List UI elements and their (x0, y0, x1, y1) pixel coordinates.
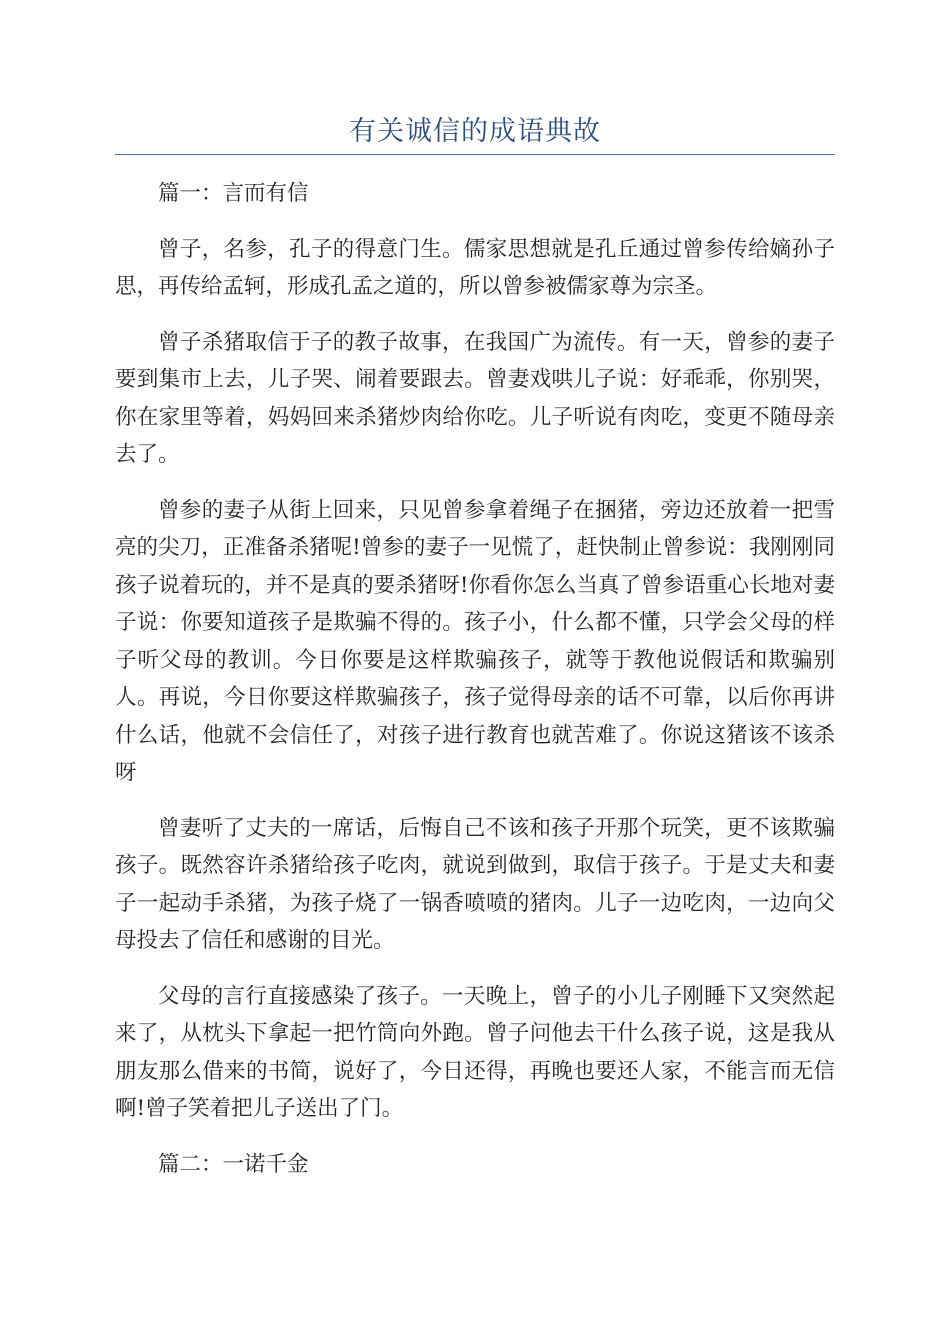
document-body (115, 175, 835, 1201)
document-title: 有关诚信的成语典故 (349, 116, 601, 147)
paragraph: 曾子，名参，孔子的得意门生。儒家思想就是孔丘通过曾参传给嫡孙子思，再传给孟轲，形成孔孟之道的，所以曾参被儒家尊为宗圣。 (115, 236, 835, 299)
paragraph: 父母的言行直接感染了孩子。一天晚上，曾子的小儿子刚睡下又突然起来了，从枕头下拿起一把竹筒向外跑。曾子问他去干什么孩子说，这是我从朋友那么借来的书简，说好了，今日还得，再晚也要还人家，不能言而无信啊!曾子笑着把儿子送出了门。 (115, 983, 835, 1121)
paragraph: 曾妻听了丈夫的一席话，后悔自己不该和孩子开那个玩笑，更不该欺骗孩子。既然容许杀猪给孩子吃肉，就说到做到，取信于孩子。于是丈夫和妻子一起动手杀猪，为孩子烧了一锅香喷喷的猪肉。儿子一边吃肉，一边向父母投去了信任和感谢的目光。 (115, 815, 835, 953)
section-heading-1: 篇一：言而有信 (158, 181, 309, 206)
section-heading-2: 篇二：一诺千金 (158, 1151, 309, 1177)
paragraph: 曾子杀猪取信于子的教子故事，在我国广为流传。有一天，曾参的妻子要到集市上去，儿子哭、闹着要跟去。曾妻戏哄儿子说：好乖乖，你别哭，你在家里等着，妈妈回来杀猪炒肉给你吃。儿子听说有肉吃，变更不随母亲去了。 (115, 329, 835, 467)
paragraph: 曾参的妻子从街上回来，只见曾参拿着绳子在捆猪，旁边还放着一把雪亮的尖刀，正准备杀猪呢!曾参的妻子一见慌了，赶快制止曾参说：我刚刚同孩子说着玩的，并不是真的要杀猪呀!你看你怎么当真了曾参语重心长地对妻子说：你要知道孩子是欺骗不得的。孩子小，什么都不懂，只学会父母的样子听父母的教训。今日你要是这样欺骗孩子，就等于教他说假话和欺骗别人。再说，今日你要这样欺骗孩子，孩子觉得母亲的话不可靠，以后你再讲什么话，他就不会信任了，对孩子进行教育也就苦难了。你说这猪该不该杀呀 (115, 497, 835, 785)
title-underline (115, 154, 835, 155)
